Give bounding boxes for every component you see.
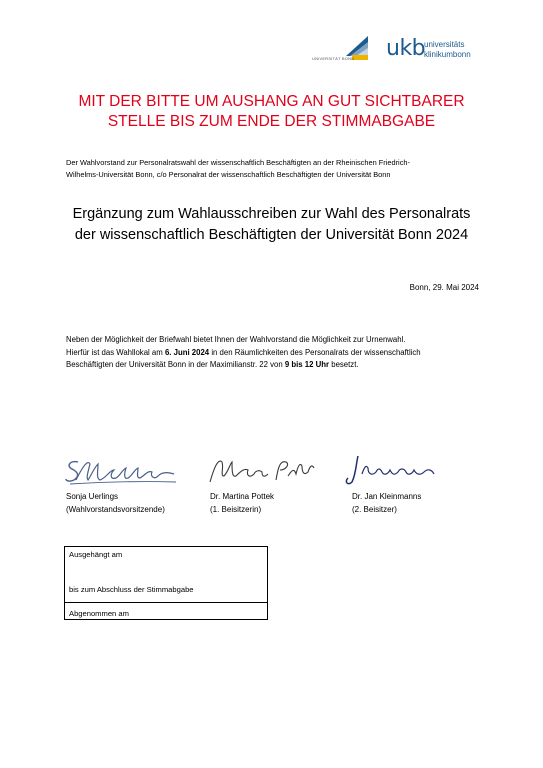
document-title [40,204,503,246]
document-date: Bonn, 29. Mai 2024 [409,283,479,292]
box-divider [65,602,267,603]
university-logo-tag [352,55,368,60]
sender-block [66,157,486,181]
posted-on-label: Ausgehängt am [69,550,123,559]
university-bonn-logo [312,36,368,62]
university-logo-text: UNIVERSITÄT BONN [312,56,355,61]
body-line3-pre: Beschäftigten der Universität Bonn in der Maximilianstr. 22 von [66,360,285,369]
posting-notice-line1: MIT DER BITTE UM AUSHANG AN GUT SICHTBARER [78,93,465,110]
removed-on-label: Abgenommen am [69,609,129,618]
posting-until-label: bis zum Abschluss der Stimmabgabe [69,585,194,594]
document-title-line1: Ergänzung zum Wahlausschreiben zur Wahl des Personalrats [72,206,471,222]
signature-pottek [206,454,318,488]
opening-hours: 9 bis 12 Uhr [284,360,330,369]
body-line2-pre: Hierfür ist das Wahllokal am [66,347,165,357]
posting-notice [40,92,503,132]
body-line2-post: in den Räumlichkeiten des Personalrats der wissenschaftlich [209,347,421,357]
ukb-logo-mark: ukb [386,36,426,61]
ukb-logo-line1: universitäts [424,40,465,49]
body-paragraph [66,334,486,372]
posting-notice-line2: STELLE BIS ZUM ENDE DER STIMMABGABE [107,113,436,130]
signer-name: Dr. Jan Kleinmanns [352,492,422,501]
signer-role: (1. Beisitzerin) [210,505,262,514]
signer-kleinmanns [352,490,421,516]
signer-role: (2. Beisitzer) [352,505,397,514]
body-line1: Neben der Möglichkeit der Briefwahl bietet Ihnen der Wahlvorstand die Möglichkeit zur Urnenwahl. [66,335,406,344]
sender-line1: Der Wahlvorstand zur Personalratswahl der wissenschaftlich Beschäftigten an der Rheinischen Friedrich- [66,158,410,167]
signature-kleinmanns [344,454,436,488]
posting-record-box [64,546,268,620]
body-line3 [66,359,486,372]
university-logo-icon [340,36,368,56]
signature-uerlings [64,454,180,488]
signer-uerlings [66,490,165,516]
election-date: 6. Juni 2024 [164,347,210,357]
signer-role: (Wahlvorstandsvorsitzende) [66,505,165,514]
signer-name: Sonja Uerlings [66,492,119,501]
sender-line2: Wilhelms-Universität Bonn, c/o Personalrat der wissenschaftlich Beschäftigten der Universität Bonn [66,170,391,179]
document-title-line2: der wissenschaftlich Beschäftigten der Universität Bonn 2024 [74,227,469,243]
ukb-logo-line2: klinikumbonn [424,50,471,59]
body-line3-post: besetzt. [329,360,359,369]
signer-pottek [210,490,274,516]
body-line2 [66,347,486,360]
ukb-logo [386,36,496,64]
signer-name: Dr. Martina Pottek [210,492,275,501]
